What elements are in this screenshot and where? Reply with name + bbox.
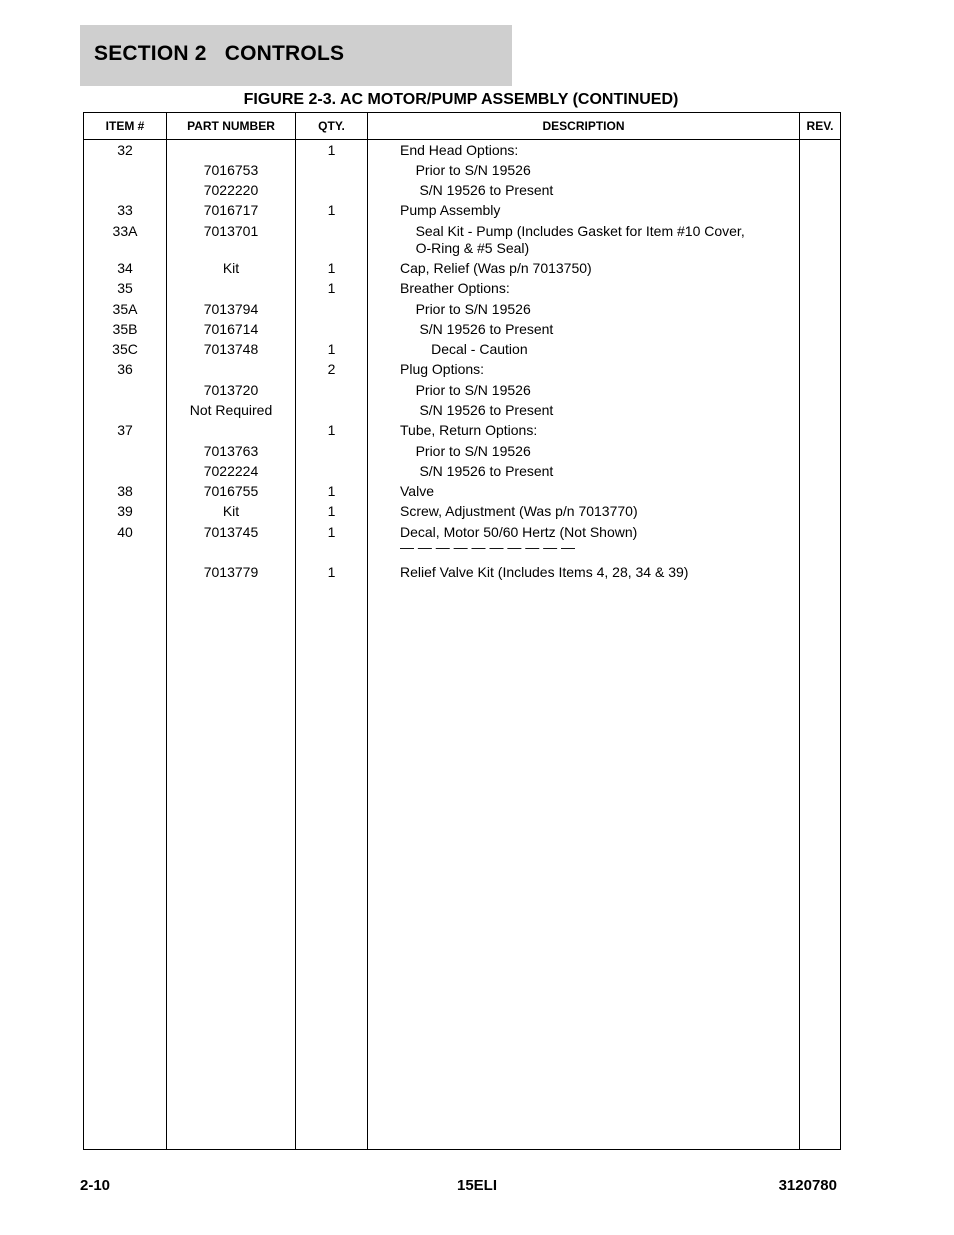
part-number: 7022220 [203,182,259,198]
part-number: 7013745 [203,524,259,540]
document-number: 3120780 [778,1177,837,1194]
item-number: 40 [117,524,133,540]
description: Seal Kit - Pump (Includes Gasket for Item #10 Cover, O-Ring & #5 Seal) [415,223,745,256]
part-number: 7013720 [203,382,259,398]
description: Prior to S/N 19526 [400,443,531,459]
column-header-qty: QTY. [318,119,345,133]
description: S/N 19526 to Present [400,402,554,418]
item-number: 39 [117,503,133,519]
part-number: 7013748 [203,341,259,357]
part-number: 7016714 [203,321,259,337]
quantity: 2 [327,361,336,377]
page-number: 2-10 [80,1177,111,1194]
column-header-item: ITEM # [105,119,145,133]
item-number: 35B [112,321,138,337]
figure-title: FIGURE 2-3. AC MOTOR/PUMP ASSEMBLY (CONTINUED) [243,91,679,108]
part-number: 7016717 [203,202,259,218]
description: Decal, Motor 50/60 Hertz (Not Shown) [400,524,638,540]
quantity: 1 [327,503,336,519]
description: — — — — — — — — — — [400,539,576,555]
part-number: 7016755 [203,483,259,499]
description: Screw, Adjustment (Was p/n 7013770) [400,503,638,519]
description: Decal - Caution [400,341,528,357]
part-number: 7016753 [203,162,259,178]
quantity: 1 [327,341,336,357]
description: Valve [400,483,434,499]
item-number: 36 [117,361,133,377]
quantity: 1 [327,483,336,499]
item-number: 33 [117,202,133,218]
part-number: Kit [222,260,240,276]
description: Cap, Relief (Was p/n 7013750) [400,260,592,276]
quantity: 1 [327,524,336,540]
description: Breather Options: [400,280,510,296]
description: Tube, Return Options: [400,422,538,438]
description: Prior to S/N 19526 [400,301,531,317]
description: Prior to S/N 19526 [400,162,531,178]
column-header-description: DESCRIPTION [542,119,625,133]
item-number: 35 [117,280,133,296]
description: Plug Options: [400,361,485,377]
quantity: 1 [327,422,336,438]
description: Pump Assembly [400,202,501,218]
column-header-rev: REV. [806,119,834,133]
header-divider [84,139,840,140]
model-name: 15ELI [456,1177,498,1194]
part-number: Not Required [189,402,273,418]
part-number: Kit [222,503,240,519]
item-number: 38 [117,483,133,499]
part-number: 7013763 [203,443,259,459]
item-number: 34 [117,260,133,276]
part-number: 7022224 [203,463,259,479]
item-number: 35A [112,301,138,317]
description: S/N 19526 to Present [400,463,554,479]
item-number: 33A [112,223,138,239]
part-number: 7013794 [203,301,259,317]
item-number: 37 [117,422,133,438]
description: End Head Options: [400,142,519,158]
quantity: 1 [327,202,336,218]
quantity: 1 [327,280,336,296]
column-header-part-number: PART NUMBER [187,119,275,133]
part-number: 7013701 [203,223,259,239]
item-number: 32 [117,142,133,158]
quantity: 1 [327,564,336,580]
quantity: 1 [327,142,336,158]
description: Prior to S/N 19526 [400,382,531,398]
description: Relief Valve Kit (Includes Items 4, 28, 34 & 39) [400,564,689,580]
quantity: 1 [327,260,336,276]
column-divider [367,113,368,1149]
description: S/N 19526 to Present [400,321,554,337]
section-title: SECTION 2 CONTROLS [94,42,345,65]
parts-table [83,112,841,1150]
description: S/N 19526 to Present [400,182,554,198]
item-number: 35C [112,341,138,357]
part-number: 7013779 [203,564,259,580]
